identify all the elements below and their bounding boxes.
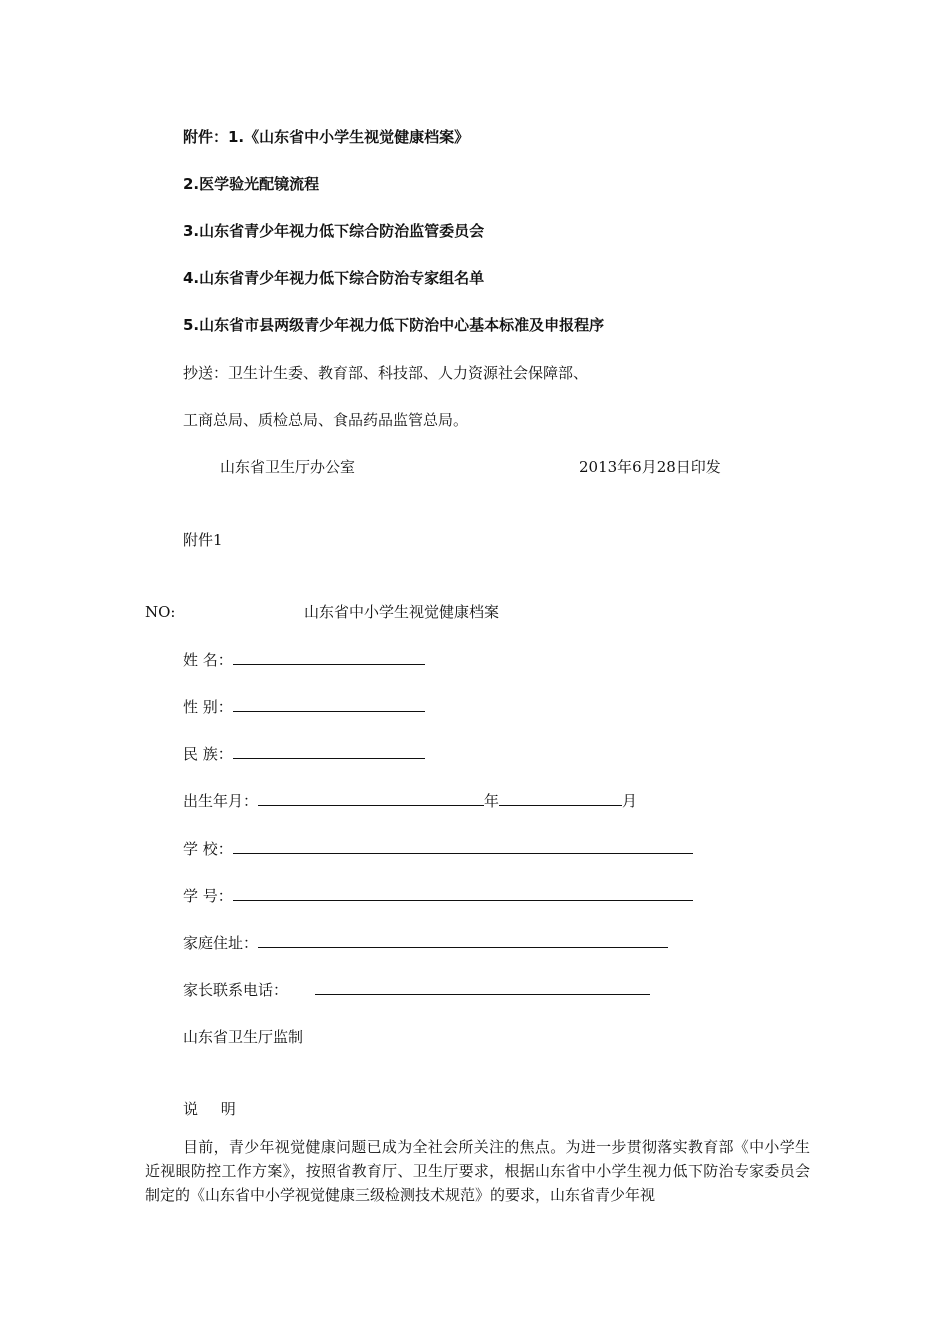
issuing-office: 山东省卫生厅办公室 bbox=[220, 458, 356, 476]
phone-row bbox=[183, 980, 650, 1000]
birth-month-field[interactable] bbox=[499, 791, 622, 806]
birth-row bbox=[183, 791, 637, 811]
phone-label: 家长联系电话： bbox=[183, 981, 289, 999]
cc-line-2: 工商总局、质检总局、食品药品监管总局。 bbox=[183, 411, 469, 429]
attachment-item-4: 4.山东省青少年视力低下综合防治专家组名单 bbox=[183, 269, 485, 287]
issue-date: 2013年6月28日印发 bbox=[579, 458, 721, 476]
attachment-item-5: 5.山东省市县两级青少年视力低下防治中心基本标准及申报程序 bbox=[183, 316, 605, 334]
student-id-field[interactable] bbox=[233, 886, 693, 901]
school-row bbox=[183, 839, 693, 859]
gender-field[interactable] bbox=[233, 697, 425, 712]
ethnicity-field[interactable] bbox=[233, 744, 425, 759]
month-label: 月 bbox=[622, 792, 638, 810]
attachment-item-2: 2.医学验光配镜流程 bbox=[183, 175, 320, 193]
gender-row bbox=[183, 697, 425, 717]
address-row bbox=[183, 933, 668, 953]
attachment-item-1: 附件：1.《山东省中小学生视觉健康档案》 bbox=[183, 128, 470, 146]
birth-label: 出生年月： bbox=[183, 792, 259, 810]
address-field[interactable] bbox=[258, 933, 668, 948]
supervisor-line: 山东省卫生厅监制 bbox=[183, 1028, 304, 1046]
student-id-label: 学 号： bbox=[183, 887, 233, 905]
ethnicity-row bbox=[183, 744, 425, 764]
ethnicity-label: 民 族： bbox=[183, 745, 233, 763]
name-label: 姓 名： bbox=[183, 651, 233, 669]
gender-label: 性 别： bbox=[183, 698, 233, 716]
birth-year-field[interactable] bbox=[258, 791, 484, 806]
attachment-item-3: 3.山东省青少年视力低下综合防治监管委员会 bbox=[183, 222, 485, 240]
annex-label: 附件1 bbox=[183, 531, 223, 549]
phone-field[interactable] bbox=[315, 980, 650, 995]
student-id-row bbox=[183, 886, 693, 906]
explanation-heading: 说 明 bbox=[183, 1100, 236, 1118]
cc-line-1: 抄送：卫生计生委、教育部、科技部、人力资源社会保障部、 bbox=[183, 364, 589, 382]
school-label: 学 校： bbox=[183, 840, 233, 858]
explanation-paragraph: 目前，青少年视觉健康问题已成为全社会所关注的焦点。为进一步贯彻落实教育部《中小学生近视眼防控工作方案》，按照省教育厅、卫生厅要求，根据山东省中小学生视力低下防治专家委员会制定的《山东省中小学视觉健康三级检测技术规范》的要求，山东省青少年视 bbox=[145, 1138, 810, 1204]
record-number-label: NO: bbox=[145, 603, 176, 621]
name-row bbox=[183, 650, 425, 670]
address-label: 家庭住址： bbox=[183, 934, 259, 952]
form-title: 山东省中小学生视觉健康档案 bbox=[304, 603, 500, 621]
school-field[interactable] bbox=[233, 839, 693, 854]
year-label: 年 bbox=[484, 792, 500, 810]
name-field[interactable] bbox=[233, 650, 425, 665]
